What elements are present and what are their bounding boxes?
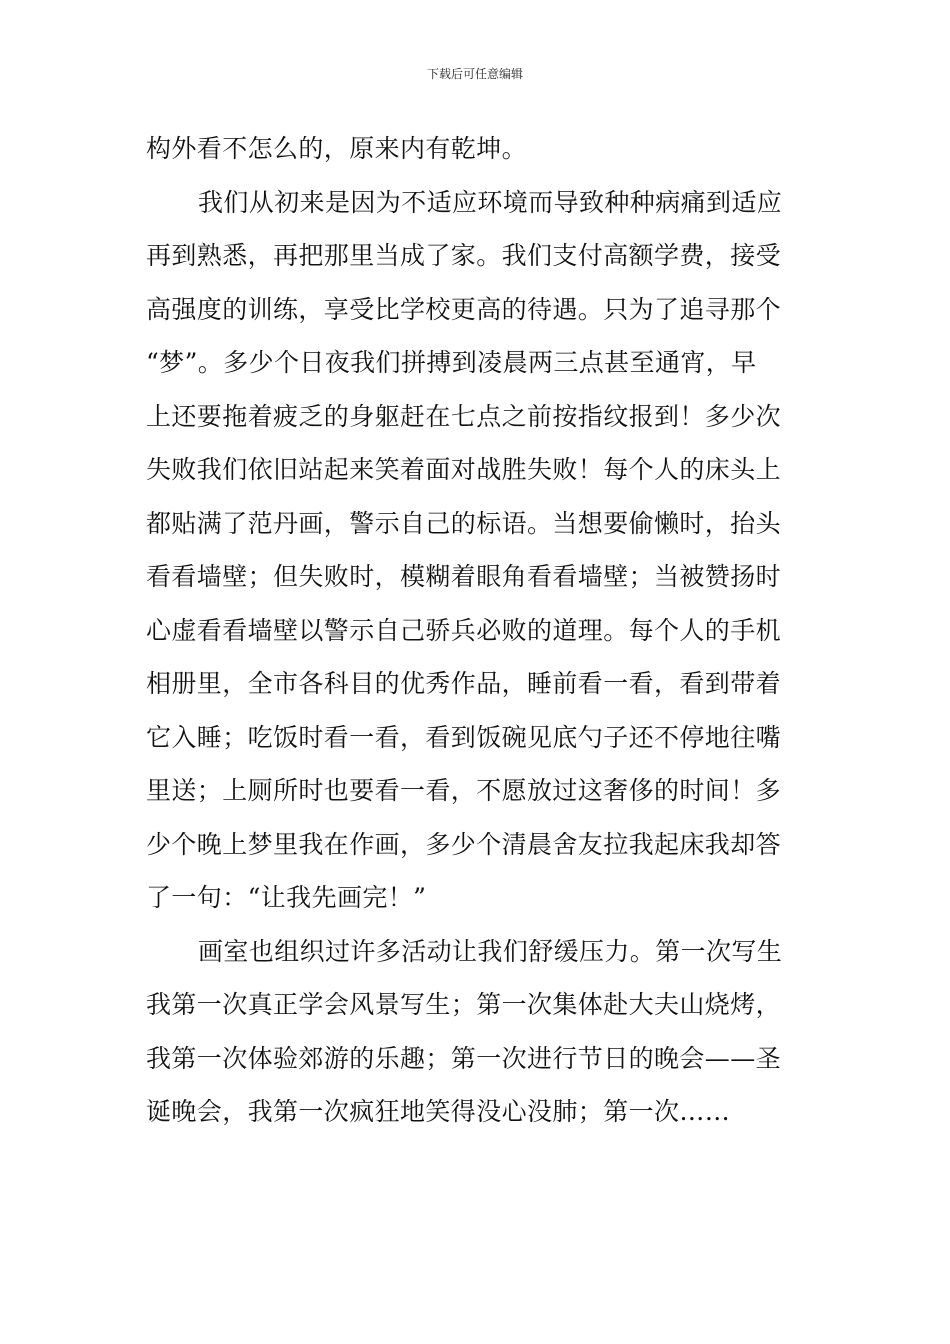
text-line: 失败我们依旧站起来笑着面对战胜失败！每个人的床头上 bbox=[146, 455, 782, 484]
text-line: 高强度的训练，享受比学校更高的待遇。只为了追寻那个 bbox=[146, 294, 782, 324]
text-line: 我第一次体验郊游的乐趣；第一次进行节日的晚会——圣 bbox=[146, 1043, 782, 1073]
text-line: 看看墙壁；但失败时，模糊着眼角看看墙壁；当被赞扬时 bbox=[146, 562, 782, 591]
text-line: 诞晚会，我第一次疯狂地笑得没心没肺；第一次…… bbox=[146, 1097, 731, 1126]
text-line: 上还要拖着疲乏的身躯赶在七点之前按指纹报到！多少次 bbox=[146, 401, 782, 431]
text-line: 构外看不怎么的，原来内有乾坤。 bbox=[146, 134, 528, 163]
text-line: 了一句：“让我先画完！” bbox=[146, 883, 427, 912]
text-line: 少个晚上梦里我在作画，多少个清晨舍友拉我起床我却答 bbox=[146, 829, 782, 859]
text-line: 都贴满了范丹画，警示自己的标语。当想要偷懒时，抬头 bbox=[146, 508, 782, 538]
text-line: 我第一次真正学会风景写生；第一次集体赴大夫山烧烤， bbox=[146, 990, 782, 1019]
text-line: “梦”。多少个日夜我们拼搏到凌晨两三点甚至通宵，早 bbox=[146, 348, 757, 377]
page-header: 下载后可任意编辑 bbox=[426, 67, 523, 81]
paragraph-3 bbox=[146, 932, 816, 1146]
paragraph-1 bbox=[146, 129, 816, 183]
document-body bbox=[146, 129, 816, 1146]
paragraph-2 bbox=[146, 183, 816, 932]
text-line: 它入睡；吃饭时看一看，看到饭碗见底勺子还不停地往嘴 bbox=[146, 722, 782, 752]
text-line: 我们从初来是因为不适应环境而导致种种病痛到适应 bbox=[198, 187, 783, 217]
text-line: 心虚看看墙壁以警示自己骄兵必败的道理。每个人的手机 bbox=[146, 615, 782, 645]
text-line: 再到熟悉，再把那里当成了家。我们支付高额学费，接受 bbox=[146, 241, 782, 270]
text-line: 里送；上厕所时也要看一看，不愿放过这奢侈的时间！多 bbox=[146, 776, 782, 805]
text-line: 画室也组织过许多活动让我们舒缓压力。第一次写生 bbox=[198, 936, 783, 966]
text-line: 相册里，全市各科目的优秀作品，睡前看一看，看到带着 bbox=[146, 669, 782, 698]
